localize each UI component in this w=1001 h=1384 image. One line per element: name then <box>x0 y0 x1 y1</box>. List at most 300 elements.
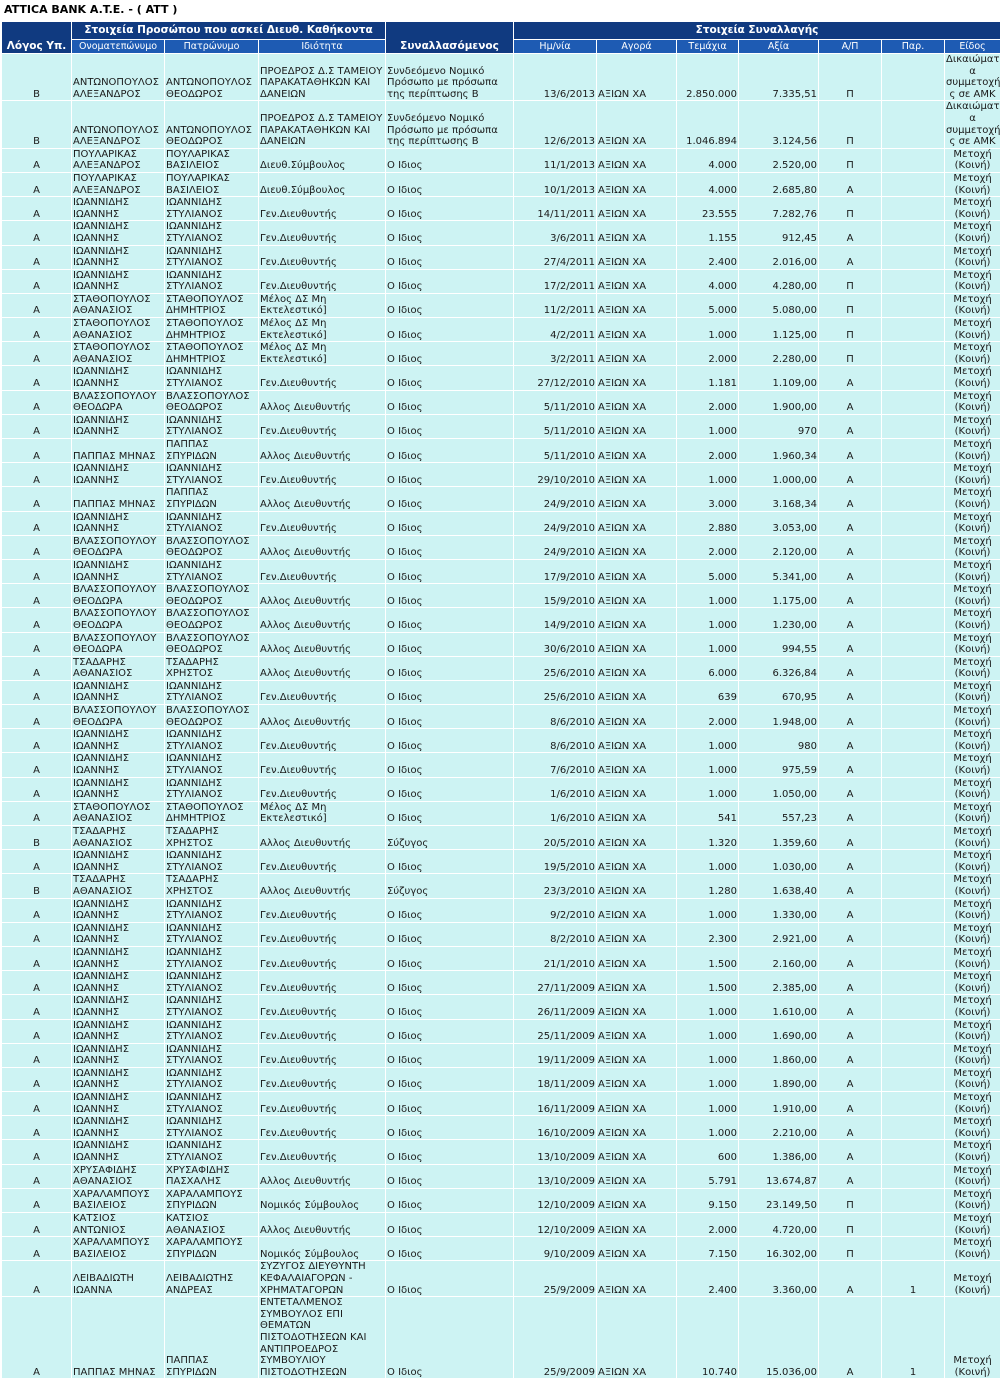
cell-name: ΙΩΑΝΝΙΔΗΣ ΙΩΑΝΝΗΣ <box>72 1019 165 1043</box>
col-capacity: Ιδιότητα <box>259 40 386 54</box>
cell-side: Π <box>819 197 882 221</box>
cell-value: 980 <box>739 729 819 753</box>
cell-market: ΑΞΙΩΝ ΧΑ <box>597 874 677 898</box>
cell-capacity: ΠΡΟΕΔΡΟΣ Δ.Σ ΤΑΜΕΙΟΥ ΠΑΡΑΚΑΤΑΘΗΚΩΝ ΚΑΙ ΔΑΝΕΙΩΝ <box>259 101 386 148</box>
cell-deriv <box>882 656 945 680</box>
cell-date: 13/10/2009 <box>514 1164 597 1188</box>
table-row <box>2 366 1001 390</box>
cell-side: Α <box>819 874 882 898</box>
cell-deriv <box>882 172 945 196</box>
cell-value: 1.330,00 <box>739 898 819 922</box>
cell-side: Α <box>819 390 882 414</box>
cell-market: ΑΞΙΩΝ ΧΑ <box>597 366 677 390</box>
cell-date: 16/11/2009 <box>514 1092 597 1116</box>
cell-deriv <box>882 366 945 390</box>
col-type: Είδος <box>945 40 1001 54</box>
cell-deriv <box>882 1164 945 1188</box>
cell-reason: Α <box>2 535 72 559</box>
cell-value: 3.168,34 <box>739 487 819 511</box>
cell-shares: 2.850.000 <box>677 54 739 101</box>
cell-side: Π <box>819 1188 882 1212</box>
cell-reason: Α <box>2 245 72 269</box>
cell-date: 17/2/2011 <box>514 269 597 293</box>
cell-counterparty: Ο Ιδιος <box>386 511 514 535</box>
cell-capacity: Γεν.Διευθυντής <box>259 1067 386 1091</box>
cell-name: ΒΛΑΣΣΟΠΟΥΛΟΥ ΘΕΟΔΩΡΑ <box>72 608 165 632</box>
cell-date: 12/10/2009 <box>514 1213 597 1237</box>
cell-value: 1.109,00 <box>739 366 819 390</box>
cell-counterparty: Ο Ιδιος <box>386 801 514 825</box>
cell-capacity: Νομικός Σύμβουλος <box>259 1237 386 1261</box>
cell-father: ΙΩΑΝΝΙΔΗΣ ΣΤΥΛΙΑΝΟΣ <box>165 269 259 293</box>
cell-side: Π <box>819 1213 882 1237</box>
cell-name: ΠΟΥΛΑΡΙΚΑΣ ΑΛΕΞΑΝΔΡΟΣ <box>72 148 165 172</box>
cell-date: 14/9/2010 <box>514 608 597 632</box>
cell-side: Α <box>819 753 882 777</box>
cell-value: 3.360,00 <box>739 1261 819 1297</box>
cell-name: ΙΩΑΝΝΙΔΗΣ ΙΩΑΝΝΗΣ <box>72 995 165 1019</box>
cell-shares: 1.000 <box>677 584 739 608</box>
cell-father: ΚΑΤΣΙΟΣ ΑΘΑΝΑΣΙΟΣ <box>165 1213 259 1237</box>
cell-value: 1.386,00 <box>739 1140 819 1164</box>
cell-value: 2.280,00 <box>739 342 819 366</box>
cell-father: ΣΤΑΘΟΠΟΥΛΟΣ ΔΗΜΗΤΡΙΟΣ <box>165 342 259 366</box>
cell-shares: 1.000 <box>677 729 739 753</box>
cell-type: Μετοχή (Κοινή) <box>945 971 1001 995</box>
cell-reason: Α <box>2 971 72 995</box>
cell-market: ΑΞΙΩΝ ΧΑ <box>597 511 677 535</box>
cell-side: Π <box>819 318 882 342</box>
cell-type: Μετοχή (Κοινή) <box>945 1140 1001 1164</box>
cell-father: ΙΩΑΝΝΙΔΗΣ ΣΤΥΛΙΑΝΟΣ <box>165 245 259 269</box>
cell-capacity: Γεν.Διευθυντής <box>259 922 386 946</box>
cell-counterparty: Ο Ιδιος <box>386 269 514 293</box>
cell-market: ΑΞΙΩΝ ΧΑ <box>597 946 677 970</box>
cell-father: ΙΩΑΝΝΙΔΗΣ ΣΤΥΛΙΑΝΟΣ <box>165 995 259 1019</box>
cell-type: Μετοχή (Κοινή) <box>945 535 1001 559</box>
cell-type: Δικαιώματ α συμμετοχή ς σε ΑΜΚ <box>946 101 1001 148</box>
cell-father: ΙΩΑΝΝΙΔΗΣ ΣΤΥΛΙΑΝΟΣ <box>165 463 259 487</box>
table-row <box>2 995 1001 1019</box>
cell-name: ΙΩΑΝΝΙΔΗΣ ΙΩΑΝΝΗΣ <box>72 729 165 753</box>
cell-shares: 2.000 <box>677 439 739 463</box>
cell-shares: 1.000 <box>677 1043 739 1067</box>
cell-side: Α <box>819 705 882 729</box>
cell-capacity: Γεν.Διευθυντής <box>259 680 386 704</box>
cell-counterparty: Ο Ιδιος <box>386 535 514 559</box>
cell-father: ΑΝΤΩΝΟΠΟΥΛΟΣ ΘΕΟΔΩΡΟΣ <box>165 101 259 148</box>
cell-reason: Α <box>2 995 72 1019</box>
cell-father: ΛΕΙΒΑΔΙΩΤΗΣ ΑΝΔΡΕΑΣ <box>165 1261 259 1297</box>
table-row <box>2 414 1001 438</box>
cell-date: 5/11/2010 <box>514 414 597 438</box>
cell-type: Μετοχή (Κοινή) <box>945 705 1001 729</box>
cell-name: ΙΩΑΝΝΙΔΗΣ ΙΩΑΝΝΗΣ <box>72 850 165 874</box>
cell-side: Α <box>819 245 882 269</box>
cell-counterparty: Ο Ιδιος <box>386 197 514 221</box>
cell-father: ΣΤΑΘΟΠΟΥΛΟΣ ΔΗΜΗΤΡΙΟΣ <box>165 293 259 317</box>
cell-reason: Β <box>2 101 72 148</box>
table-body <box>2 54 1001 1379</box>
table-row <box>2 874 1001 898</box>
table-row <box>2 1116 1001 1140</box>
cell-reason: Α <box>2 922 72 946</box>
cell-capacity: Γεν.Διευθυντής <box>259 1092 386 1116</box>
cell-date: 26/11/2009 <box>514 995 597 1019</box>
cell-capacity: Αλλος Διευθυντής <box>259 656 386 680</box>
table-row <box>2 1019 1001 1043</box>
cell-deriv <box>882 463 945 487</box>
cell-market: ΑΞΙΩΝ ΧΑ <box>597 971 677 995</box>
cell-deriv <box>882 801 945 825</box>
cell-shares: 1.000 <box>677 995 739 1019</box>
cell-side: Α <box>819 172 882 196</box>
cell-side: Α <box>819 680 882 704</box>
col-shares: Τεμάχια <box>677 40 739 54</box>
cell-market: ΑΞΙΩΝ ΧΑ <box>597 535 677 559</box>
cell-name: ΤΣΑΔΑΡΗΣ ΑΘΑΝΑΣΙΟΣ <box>72 656 165 680</box>
cell-value: 975,59 <box>739 753 819 777</box>
cell-name: ΙΩΑΝΝΙΔΗΣ ΙΩΑΝΝΗΣ <box>72 753 165 777</box>
cell-type: Μετοχή (Κοινή) <box>945 826 1001 850</box>
cell-counterparty: Ο Ιδιος <box>386 1043 514 1067</box>
cell-date: 12/6/2013 <box>514 101 597 148</box>
cell-father: ΒΛΑΣΣΟΠΟΥΛΟΣ ΘΕΟΔΩΡΟΣ <box>165 608 259 632</box>
cell-value: 1.230,00 <box>739 608 819 632</box>
cell-deriv <box>882 826 945 850</box>
cell-deriv <box>882 1213 945 1237</box>
cell-date: 16/10/2009 <box>514 1116 597 1140</box>
cell-side: Α <box>819 584 882 608</box>
cell-capacity: Γεν.Διευθυντής <box>259 753 386 777</box>
cell-date: 8/2/2010 <box>514 922 597 946</box>
cell-deriv <box>882 971 945 995</box>
cell-father: ΙΩΑΝΝΙΔΗΣ ΣΤΥΛΙΑΝΟΣ <box>165 946 259 970</box>
cell-side: Α <box>819 608 882 632</box>
cell-date: 25/9/2009 <box>514 1261 597 1297</box>
cell-counterparty: Ο Ιδιος <box>386 414 514 438</box>
cell-value: 2.016,00 <box>739 245 819 269</box>
cell-date: 5/11/2010 <box>514 439 597 463</box>
cell-type: Μετοχή (Κοινή) <box>945 729 1001 753</box>
cell-reason: Α <box>2 632 72 656</box>
cell-name: ΙΩΑΝΝΙΔΗΣ ΙΩΑΝΝΗΣ <box>72 680 165 704</box>
cell-value: 1.860,00 <box>739 1043 819 1067</box>
cell-name: ΙΩΑΝΝΙΔΗΣ ΙΩΑΝΝΗΣ <box>72 197 165 221</box>
cell-side: Α <box>819 463 882 487</box>
cell-market: ΑΞΙΩΝ ΧΑ <box>597 753 677 777</box>
table-row <box>2 245 1001 269</box>
cell-date: 13/6/2013 <box>514 54 597 101</box>
cell-reason: Α <box>2 705 72 729</box>
cell-side: Α <box>819 801 882 825</box>
cell-date: 27/12/2010 <box>514 366 597 390</box>
cell-market: ΑΞΙΩΝ ΧΑ <box>597 898 677 922</box>
cell-reason: Α <box>2 1261 72 1297</box>
cell-value: 994,55 <box>739 632 819 656</box>
cell-counterparty: Ο Ιδιος <box>386 463 514 487</box>
table-row <box>2 1164 1001 1188</box>
cell-capacity: ΠΡΟΕΔΡΟΣ Δ.Σ ΤΑΜΕΙΟΥ ΠΑΡΑΚΑΤΑΘΗΚΩΝ ΚΑΙ ΔΑΝΕΙΩΝ <box>259 54 386 101</box>
cell-reason: Α <box>2 511 72 535</box>
table-row <box>2 608 1001 632</box>
cell-value: 7.282,76 <box>739 197 819 221</box>
cell-reason: Α <box>2 439 72 463</box>
cell-date: 9/2/2010 <box>514 898 597 922</box>
cell-side: Α <box>819 1297 882 1379</box>
cell-reason: Α <box>2 318 72 342</box>
cell-value: 1.910,00 <box>739 1092 819 1116</box>
cell-counterparty: Ο Ιδιος <box>386 1140 514 1164</box>
cell-name: ΙΩΑΝΝΙΔΗΣ ΙΩΑΝΝΗΣ <box>72 777 165 801</box>
cell-counterparty: Ο Ιδιος <box>386 705 514 729</box>
cell-reason: Α <box>2 487 72 511</box>
table-row <box>2 463 1001 487</box>
cell-side: Α <box>819 922 882 946</box>
cell-type: Μετοχή (Κοινή) <box>945 463 1001 487</box>
cell-side: Α <box>819 850 882 874</box>
cell-shares: 1.500 <box>677 971 739 995</box>
cell-capacity: Μέλος ΔΣ Μη Εκτελεστικό] <box>259 293 386 317</box>
cell-capacity: Γεν.Διευθυντής <box>259 971 386 995</box>
table-row <box>2 1043 1001 1067</box>
cell-date: 9/10/2009 <box>514 1237 597 1261</box>
cell-market: ΑΞΙΩΝ ΧΑ <box>597 463 677 487</box>
cell-type: Μετοχή (Κοινή) <box>945 922 1001 946</box>
cell-type: Μετοχή (Κοινή) <box>945 1261 1001 1297</box>
cell-market: ΑΞΙΩΝ ΧΑ <box>597 1297 677 1379</box>
cell-counterparty: Συνδεόμενο Νομικό Πρόσωπο με πρόσωπα της περίπτωσης Β <box>386 101 514 148</box>
cell-value: 2.210,00 <box>739 1116 819 1140</box>
cell-type: Μετοχή (Κοινή) <box>945 1237 1001 1261</box>
cell-capacity: Γεν.Διευθυντής <box>259 729 386 753</box>
cell-capacity: Αλλος Διευθυντής <box>259 584 386 608</box>
cell-counterparty: Ο Ιδιος <box>386 1092 514 1116</box>
cell-reason: Α <box>2 269 72 293</box>
cell-capacity: Αλλος Διευθυντής <box>259 1213 386 1237</box>
cell-deriv <box>882 874 945 898</box>
cell-capacity: Γεν.Διευθυντής <box>259 414 386 438</box>
cell-reason: Α <box>2 463 72 487</box>
cell-capacity: Γεν.Διευθυντής <box>259 1019 386 1043</box>
cell-type: Μετοχή (Κοινή) <box>945 221 1001 245</box>
cell-father: ΙΩΑΝΝΙΔΗΣ ΣΤΥΛΙΑΝΟΣ <box>165 1140 259 1164</box>
cell-value: 1.948,00 <box>739 705 819 729</box>
cell-market: ΑΞΙΩΝ ΧΑ <box>597 439 677 463</box>
cell-father: ΒΛΑΣΣΟΠΟΥΛΟΣ ΘΕΟΔΩΡΟΣ <box>165 584 259 608</box>
cell-father: ΙΩΑΝΝΙΔΗΣ ΣΤΥΛΙΑΝΟΣ <box>165 753 259 777</box>
cell-shares: 639 <box>677 680 739 704</box>
cell-father: ΙΩΑΝΝΙΔΗΣ ΣΤΥΛΙΑΝΟΣ <box>165 1067 259 1091</box>
cell-type: Μετοχή (Κοινή) <box>945 777 1001 801</box>
cell-market: ΑΞΙΩΝ ΧΑ <box>597 559 677 583</box>
col-counterparty: Συναλλασόμενος <box>386 22 514 54</box>
cell-value: 4.280,00 <box>739 269 819 293</box>
cell-deriv <box>882 705 945 729</box>
cell-date: 25/6/2010 <box>514 656 597 680</box>
cell-side: Π <box>819 269 882 293</box>
cell-value: 4.720,00 <box>739 1213 819 1237</box>
table-row <box>2 1188 1001 1212</box>
table-row <box>2 680 1001 704</box>
cell-capacity: Αλλος Διευθυντής <box>259 1164 386 1188</box>
cell-reason: Β <box>2 874 72 898</box>
cell-side: Α <box>819 511 882 535</box>
cell-shares: 541 <box>677 801 739 825</box>
cell-side: Π <box>819 342 882 366</box>
cell-side: Α <box>819 1116 882 1140</box>
cell-father: ΙΩΑΝΝΙΔΗΣ ΣΤΥΛΙΑΝΟΣ <box>165 971 259 995</box>
cell-date: 19/5/2010 <box>514 850 597 874</box>
cell-deriv <box>882 584 945 608</box>
cell-market: ΑΞΙΩΝ ΧΑ <box>597 172 677 196</box>
cell-shares: 2.400 <box>677 1261 739 1297</box>
cell-side: Α <box>819 559 882 583</box>
cell-counterparty: Ο Ιδιος <box>386 995 514 1019</box>
cell-shares: 600 <box>677 1140 739 1164</box>
cell-name: ΒΛΑΣΣΟΠΟΥΛΟΥ ΘΕΟΔΩΡΑ <box>72 584 165 608</box>
table-row <box>2 269 1001 293</box>
cell-side: Α <box>819 366 882 390</box>
table-row <box>2 487 1001 511</box>
cell-market: ΑΞΙΩΝ ΧΑ <box>597 680 677 704</box>
cell-name: ΣΤΑΘΟΠΟΥΛΟΣ ΑΘΑΝΑΣΙΟΣ <box>72 318 165 342</box>
col-reason: Λόγος Υπ. <box>2 22 72 54</box>
cell-deriv <box>882 632 945 656</box>
cell-market: ΑΞΙΩΝ ΧΑ <box>597 342 677 366</box>
cell-father: ΙΩΑΝΝΙΔΗΣ ΣΤΥΛΙΑΝΟΣ <box>165 898 259 922</box>
cell-name: ΙΩΑΝΝΙΔΗΣ ΙΩΑΝΝΗΣ <box>72 898 165 922</box>
cell-date: 3/2/2011 <box>514 342 597 366</box>
cell-deriv <box>882 898 945 922</box>
cell-capacity: Αλλος Διευθυντής <box>259 826 386 850</box>
cell-type: Μετοχή (Κοινή) <box>945 1019 1001 1043</box>
cell-reason: Α <box>2 1213 72 1237</box>
table-row <box>2 801 1001 825</box>
cell-shares: 9.150 <box>677 1188 739 1212</box>
cell-capacity: ΣΥΖΥΓΟΣ ΔΙΕΥΘΥΝΤΗ ΚΕΦΑΛΑΙΑΓΟΡΩΝ - ΧΡΗΜΑΤΑΓΟΡΩΝ <box>259 1261 386 1297</box>
cell-father: ΠΑΠΠΑΣ ΣΠΥΡΙΔΩΝ <box>165 439 259 463</box>
cell-father: ΠΑΠΠΑΣ ΣΠΥΡΙΔΩΝ <box>165 1297 259 1379</box>
cell-reason: Α <box>2 1188 72 1212</box>
cell-market: ΑΞΙΩΝ ΧΑ <box>597 922 677 946</box>
cell-date: 25/6/2010 <box>514 680 597 704</box>
cell-reason: Α <box>2 777 72 801</box>
cell-capacity: Γεν.Διευθυντής <box>259 559 386 583</box>
cell-father: ΙΩΑΝΝΙΔΗΣ ΣΤΥΛΙΑΝΟΣ <box>165 1043 259 1067</box>
cell-capacity: Διευθ.Σύμβουλος <box>259 148 386 172</box>
cell-capacity: Μέλος ΔΣ Μη Εκτελεστικό] <box>259 342 386 366</box>
cell-father: ΙΩΑΝΝΙΔΗΣ ΣΤΥΛΙΑΝΟΣ <box>165 197 259 221</box>
cell-deriv <box>882 946 945 970</box>
cell-market: ΑΞΙΩΝ ΧΑ <box>597 850 677 874</box>
cell-deriv <box>882 608 945 632</box>
transactions-table <box>1 21 1001 1379</box>
cell-deriv <box>882 245 945 269</box>
cell-date: 30/6/2010 <box>514 632 597 656</box>
cell-market: ΑΞΙΩΝ ΧΑ <box>597 1116 677 1140</box>
cell-date: 27/11/2009 <box>514 971 597 995</box>
table-row <box>2 342 1001 366</box>
cell-deriv <box>882 1116 945 1140</box>
cell-reason: Α <box>2 197 72 221</box>
cell-deriv <box>882 414 945 438</box>
cell-father: ΙΩΑΝΝΙΔΗΣ ΣΤΥΛΙΑΝΟΣ <box>165 559 259 583</box>
cell-market: ΑΞΙΩΝ ΧΑ <box>597 656 677 680</box>
table-row <box>2 946 1001 970</box>
cell-type: Μετοχή (Κοινή) <box>945 390 1001 414</box>
col-date: Ημ/νία <box>514 40 597 54</box>
cell-shares: 1.181 <box>677 366 739 390</box>
cell-father: ΙΩΑΝΝΙΔΗΣ ΣΤΥΛΙΑΝΟΣ <box>165 850 259 874</box>
cell-reason: Α <box>2 656 72 680</box>
cell-counterparty: Ο Ιδιος <box>386 729 514 753</box>
cell-market: ΑΞΙΩΝ ΧΑ <box>597 54 677 101</box>
cell-reason: Α <box>2 1237 72 1261</box>
cell-father: ΒΛΑΣΣΟΠΟΥΛΟΣ ΘΕΟΔΩΡΟΣ <box>165 535 259 559</box>
cell-deriv <box>882 1188 945 1212</box>
cell-value: 2.520,00 <box>739 148 819 172</box>
table-row <box>2 1213 1001 1237</box>
cell-date: 25/11/2009 <box>514 1019 597 1043</box>
cell-reason: Β <box>2 54 72 101</box>
cell-shares: 1.320 <box>677 826 739 850</box>
cell-market: ΑΞΙΩΝ ΧΑ <box>597 390 677 414</box>
cell-name: ΠΑΠΠΑΣ ΜΗΝΑΣ <box>72 1297 165 1379</box>
cell-father: ΣΤΑΘΟΠΟΥΛΟΣ ΔΗΜΗΤΡΙΟΣ <box>165 318 259 342</box>
cell-type: Μετοχή (Κοινή) <box>945 559 1001 583</box>
cell-shares: 2.880 <box>677 511 739 535</box>
cell-counterparty: Ο Ιδιος <box>386 559 514 583</box>
cell-shares: 1.280 <box>677 874 739 898</box>
cell-counterparty: Ο Ιδιος <box>386 1164 514 1188</box>
cell-value: 2.160,00 <box>739 946 819 970</box>
table-row <box>2 826 1001 850</box>
cell-side: Α <box>819 1043 882 1067</box>
cell-value: 1.125,00 <box>739 318 819 342</box>
cell-father: ΙΩΑΝΝΙΔΗΣ ΣΤΥΛΙΑΝΟΣ <box>165 1092 259 1116</box>
cell-reason: Α <box>2 1019 72 1043</box>
cell-capacity: Διευθ.Σύμβουλος <box>259 172 386 196</box>
cell-reason: Α <box>2 946 72 970</box>
cell-counterparty: Σύζυγος <box>386 874 514 898</box>
col-side: Α/Π <box>819 40 882 54</box>
cell-type: Μετοχή (Κοινή) <box>945 584 1001 608</box>
cell-father: ΤΣΑΔΑΡΗΣ ΧΡΗΣΤΟΣ <box>165 656 259 680</box>
cell-type: Μετοχή (Κοινή) <box>945 414 1001 438</box>
cell-counterparty: Ο Ιδιος <box>386 753 514 777</box>
cell-shares: 1.000 <box>677 850 739 874</box>
cell-name: ΣΤΑΘΟΠΟΥΛΟΣ ΑΘΑΝΑΣΙΟΣ <box>72 801 165 825</box>
cell-shares: 1.000 <box>677 463 739 487</box>
cell-reason: Α <box>2 559 72 583</box>
cell-father: ΙΩΑΝΝΙΔΗΣ ΣΤΥΛΙΑΝΟΣ <box>165 221 259 245</box>
cell-counterparty: Ο Ιδιος <box>386 946 514 970</box>
cell-type: Μετοχή (Κοινή) <box>945 511 1001 535</box>
table-row <box>2 1092 1001 1116</box>
cell-side: Α <box>819 439 882 463</box>
cell-type: Μετοχή (Κοινή) <box>945 898 1001 922</box>
cell-capacity: Γεν.Διευθυντής <box>259 463 386 487</box>
cell-father: ΙΩΑΝΝΙΔΗΣ ΣΤΥΛΙΑΝΟΣ <box>165 1019 259 1043</box>
cell-counterparty: Ο Ιδιος <box>386 148 514 172</box>
cell-father: ΙΩΑΝΝΙΔΗΣ ΣΤΥΛΙΑΝΟΣ <box>165 414 259 438</box>
cell-name: ΒΛΑΣΣΟΠΟΥΛΟΥ ΘΕΟΔΩΡΑ <box>72 632 165 656</box>
cell-capacity: Γεν.Διευθυντής <box>259 1043 386 1067</box>
cell-deriv <box>882 1092 945 1116</box>
table-row <box>2 1140 1001 1164</box>
cell-shares: 4.000 <box>677 172 739 196</box>
